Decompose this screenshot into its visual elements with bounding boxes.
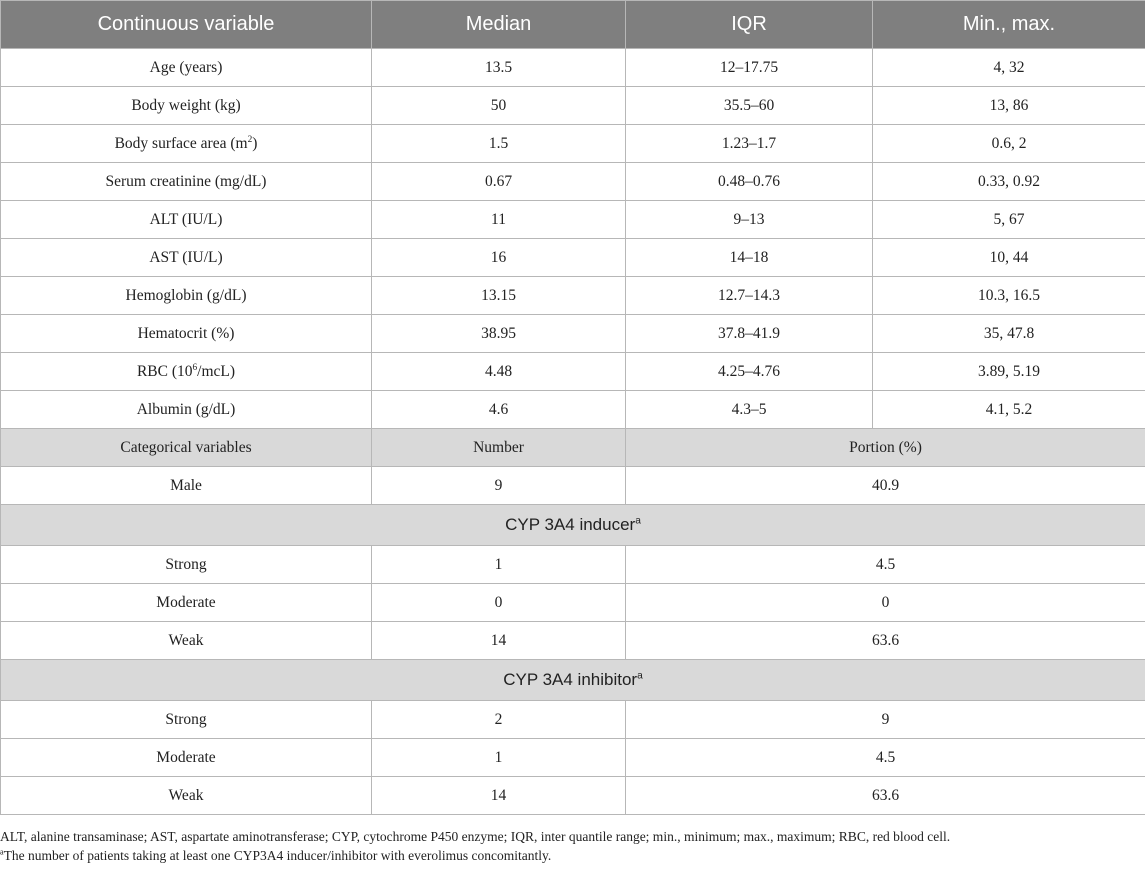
median-value: 50: [372, 87, 626, 125]
min-max-value: 13, 86: [873, 87, 1145, 125]
median-value: 16: [372, 239, 626, 277]
portion-value: 63.6: [626, 622, 1145, 660]
label-text-end: /mcL): [197, 362, 236, 380]
number-value: 14: [372, 622, 626, 660]
label-superscript: 2: [247, 134, 253, 145]
table-row: [1, 201, 1145, 239]
iqr-value: 0.48–0.76: [626, 163, 873, 201]
table-row: [1, 163, 1145, 201]
median-value: 4.6: [372, 391, 626, 429]
categorical-header-row: [1, 429, 1145, 467]
footnote-marker: a: [635, 515, 641, 527]
number-value: 1: [372, 546, 626, 584]
iqr-value: 4.25–4.76: [626, 353, 873, 391]
note-footnote: [0, 846, 1145, 865]
min-max-value: 5, 67: [873, 201, 1145, 239]
header-continuous-variable: Continuous variable: [1, 1, 372, 49]
number-value: 9: [372, 467, 626, 505]
portion-value: 4.5: [626, 546, 1145, 584]
abbreviations-footnote: ALT, alanine transaminase; AST, aspartate aminotransferase; CYP, cytochrome P450 enzyme; IQR, inter quantile range; min., minimum; max., maximum; RBC, red blood cell.: [0, 829, 951, 844]
median-value: 0.67: [372, 163, 626, 201]
variable-label: Hematocrit (%): [1, 315, 372, 353]
footnote-marker: a: [0, 847, 4, 857]
table-row: [1, 277, 1145, 315]
table-footnotes: [0, 827, 1145, 865]
table-row: [1, 622, 1145, 660]
variable-label: Male: [1, 467, 372, 505]
variable-label: [1, 353, 372, 391]
variable-label: Body weight (kg): [1, 87, 372, 125]
continuous-header-row: [1, 1, 1145, 49]
table-row: [1, 739, 1145, 777]
portion-value: 40.9: [626, 467, 1145, 505]
table-row: [1, 239, 1145, 277]
inducer-section-row: [1, 505, 1145, 546]
min-max-value: 0.33, 0.92: [873, 163, 1145, 201]
median-value: 11: [372, 201, 626, 239]
median-value: 1.5: [372, 125, 626, 163]
variable-label: AST (IU/L): [1, 239, 372, 277]
median-value: 38.95: [372, 315, 626, 353]
min-max-value: 3.89, 5.19: [873, 353, 1145, 391]
section-title-inhibitor: [1, 660, 1145, 701]
inhibitor-section-row: [1, 660, 1145, 701]
table-row: [1, 546, 1145, 584]
min-max-value: 10, 44: [873, 239, 1145, 277]
header-categorical-variables: Categorical variables: [1, 429, 372, 467]
portion-value: 0: [626, 584, 1145, 622]
median-value: 4.48: [372, 353, 626, 391]
table-row: [1, 315, 1145, 353]
variable-label: Moderate: [1, 739, 372, 777]
variable-label: Moderate: [1, 584, 372, 622]
iqr-value: 12–17.75: [626, 49, 873, 87]
number-value: 0: [372, 584, 626, 622]
iqr-value: 37.8–41.9: [626, 315, 873, 353]
label-text: Body surface area (m: [114, 134, 248, 152]
min-max-value: 0.6, 2: [873, 125, 1145, 163]
iqr-value: 1.23–1.7: [626, 125, 873, 163]
variable-label: ALT (IU/L): [1, 201, 372, 239]
min-max-value: 10.3, 16.5: [873, 277, 1145, 315]
variable-label: [1, 125, 372, 163]
table-row: [1, 701, 1145, 739]
number-value: 1: [372, 739, 626, 777]
header-portion: Portion (%): [626, 429, 1145, 467]
label-text: RBC (10: [136, 362, 193, 380]
header-iqr: IQR: [626, 1, 873, 49]
variable-label: Strong: [1, 701, 372, 739]
median-value: 13.5: [372, 49, 626, 87]
iqr-value: 12.7–14.3: [626, 277, 873, 315]
portion-value: 63.6: [626, 777, 1145, 815]
variable-label: Age (years): [1, 49, 372, 87]
variable-label: Serum creatinine (mg/dL): [1, 163, 372, 201]
table-row: [1, 353, 1145, 391]
variable-label: Weak: [1, 777, 372, 815]
portion-value: 4.5: [626, 739, 1145, 777]
footnote-marker: a: [637, 670, 643, 682]
variable-label: Albumin (g/dL): [1, 391, 372, 429]
section-title-text: CYP 3A4 inhibitor: [503, 670, 638, 689]
section-title-inducer: [1, 505, 1145, 546]
iqr-value: 35.5–60: [626, 87, 873, 125]
table-row: [1, 777, 1145, 815]
min-max-value: 4, 32: [873, 49, 1145, 87]
portion-value: 9: [626, 701, 1145, 739]
note-text: The number of patients taking at least one CYP3A4 inducer/inhibitor with everolimus concomitantly.: [3, 848, 552, 863]
section-title-text: CYP 3A4 inducer: [505, 515, 636, 534]
header-median: Median: [372, 1, 626, 49]
label-superscript: 6: [192, 362, 198, 373]
variable-label: Strong: [1, 546, 372, 584]
table-row: [1, 125, 1145, 163]
table-row: [1, 467, 1145, 505]
header-number: Number: [372, 429, 626, 467]
table-row: [1, 391, 1145, 429]
number-value: 14: [372, 777, 626, 815]
label-text-end: ): [252, 134, 258, 152]
variable-label: Hemoglobin (g/dL): [1, 277, 372, 315]
iqr-value: 4.3–5: [626, 391, 873, 429]
table-row: [1, 49, 1145, 87]
variable-label: Weak: [1, 622, 372, 660]
number-value: 2: [372, 701, 626, 739]
min-max-value: 4.1, 5.2: [873, 391, 1145, 429]
header-min-max: Min., max.: [873, 1, 1145, 49]
iqr-value: 14–18: [626, 239, 873, 277]
min-max-value: 35, 47.8: [873, 315, 1145, 353]
iqr-value: 9–13: [626, 201, 873, 239]
median-value: 13.15: [372, 277, 626, 315]
table-row: [1, 87, 1145, 125]
table-row: [1, 584, 1145, 622]
